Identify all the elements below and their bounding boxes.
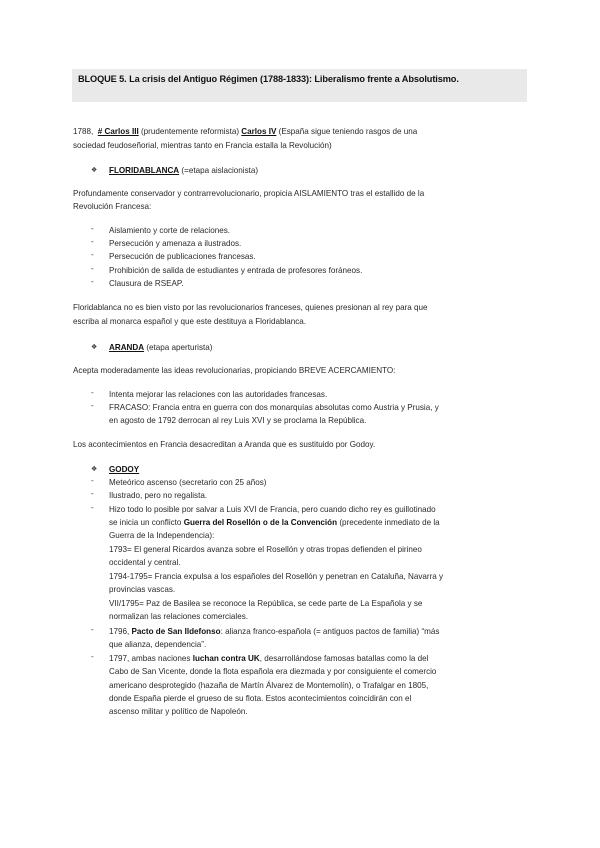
list-item — [109, 652, 428, 665]
list-item: Intenta mejorar las relaciones con las autoridades francesas. — [109, 390, 328, 399]
dash-bullet: - — [91, 237, 94, 246]
page-title: BLOQUE 5. La crisis del Antiguo Régimen (1788-1833): Liberalismo frente a Absolutismo. — [78, 74, 459, 84]
intro-year: 1788, — [73, 127, 94, 136]
godoy-heading: GODOY — [109, 465, 140, 474]
pacto-san-ildefonso: Pacto de San Ildefonso — [131, 627, 221, 636]
carlos-iv-link: Carlos IV — [241, 127, 277, 136]
list-item-continued: 1793= El general Ricardos avanza sobre el Rosellón y otras tropas defienden el pirineo — [109, 545, 422, 554]
dash-bullet: - — [91, 250, 94, 259]
list-item — [109, 625, 439, 638]
list-item: Aislamiento y corte de relaciones. — [109, 226, 231, 235]
list-item: Ilustrado, pero no regalista. — [109, 491, 208, 500]
list-item-continued: 1794-1795= Francia expulsa a los españoles del Rosellón y penetran en Cataluña, Navarra y — [109, 572, 444, 581]
carlos-iii-note: (prudentemente reformista) — [140, 127, 240, 136]
list-item: Persecución de publicaciones francesas. — [109, 252, 256, 261]
dash-bullet: - — [91, 503, 94, 512]
intro-line-2: sociedad feudoseñorial, mientras tanto en Francia estalla la Revolución) — [73, 141, 332, 150]
list-item-continued: normalizan las relaciones comerciales. — [109, 612, 249, 621]
dash-bullet: - — [91, 652, 94, 661]
floridablanca-heading-line — [109, 164, 258, 177]
list-item-continued: occidental y central. — [109, 558, 181, 567]
guerra-rosellon: Guerra del Rosellón o de la Convención — [183, 518, 338, 527]
list-item-continued: VII/1795= Paz de Basilea se reconoce la República, se cede parte de La Española y se — [109, 599, 423, 608]
floridablanca-heading-note: (=etapa aislacionista) — [181, 166, 259, 175]
list-item: Hizo todo lo posible por salvar a Luis XVI de Francia, pero cuando dicho rey es guillotinado — [109, 505, 436, 514]
dash-bullet: - — [91, 476, 94, 485]
dash-bullet: - — [91, 388, 94, 397]
floridablanca-para2-line2: escriba al monarca español y que este destituya a Floridablanca. — [73, 317, 307, 326]
list-item-continued: que alianza, dependencia”. — [109, 640, 207, 649]
dash-bullet: - — [91, 264, 94, 273]
list-item-continued: americano desprotegido (hazaña de Martín Álvarez de Montemolín), o Trafalgar en 1805, — [109, 681, 429, 690]
luchan-contra-uk: luchan contra UK — [192, 654, 260, 663]
dash-bullet: - — [91, 489, 94, 498]
guerra-note: (precedente inmediato de la — [339, 518, 440, 527]
conflict-intro: se inicia un conflicto — [109, 518, 182, 527]
diamond-bullet-icon: ❖ — [91, 167, 98, 174]
list-item: Persecución y amenaza a ilustrados. — [109, 239, 242, 248]
dash-bullet: - — [91, 277, 94, 286]
floridablanca-para1-line1: Profundamente conservador y contrarrevolucionario, propicia AISLAMIENTO tras el estallido de la — [73, 189, 425, 198]
list-item: Prohibición de salida de estudiantes y entrada de profesores foráneos. — [109, 266, 363, 275]
list-item-continued: provincias vascas. — [109, 585, 176, 594]
title-box — [72, 69, 527, 102]
aranda-heading: ARANDA — [109, 343, 145, 352]
list-item-continued: Cabo de San Vicente, donde la flota española era diezmada y por consiguiente el comercio — [109, 667, 437, 676]
list-item-continued — [109, 516, 440, 529]
list-item: Clausura de RSEAP. — [109, 279, 184, 288]
godoy-heading-line — [109, 463, 139, 476]
dash-bullet: - — [91, 625, 94, 634]
aranda-para1: Acepta moderadamente las ideas revolucionarias, propiciando BREVE ACERCAMIENTO: — [73, 366, 396, 375]
dash-bullet: - — [91, 401, 94, 410]
pacto-note: : alianza franco-española (= antiguos pactos de familia) “más — [220, 627, 440, 636]
list-item: FRACASO: Francia entra en guerra con dos monarquías absolutas como Austria y Prusia, y — [109, 403, 439, 412]
list-item-continued: donde España pierde el grueso de su flota. Estos acontecimientos coincidirán con el — [109, 694, 412, 703]
intro-line-1 — [73, 125, 417, 138]
list-item-continued: en agosto de 1792 derrocan al rey Luis XVI y se proclama la República. — [109, 416, 367, 425]
aranda-heading-line — [109, 341, 212, 354]
carlos-iii-link: # Carlos III — [97, 127, 139, 136]
list-item-continued: Guerra de la Independencia): — [109, 531, 215, 540]
floridablanca-heading: FLORIDABLANCA — [109, 166, 180, 175]
floridablanca-para2-line1: Floridablanca no es bien visto por las revolucionarios franceses, quienes presionan al rey para que — [73, 303, 428, 312]
list-item-continued: ascenso militar y político de Napoleón. — [109, 707, 248, 716]
carlos-iv-note: (España sigue teniendo rasgos de una — [278, 127, 418, 136]
uk-war-intro: 1797, ambas naciones — [109, 654, 191, 663]
diamond-bullet-icon: ❖ — [91, 466, 98, 473]
pacto-year: 1796, — [109, 627, 130, 636]
dash-bullet: - — [91, 224, 94, 233]
uk-war-note: , desarrollándose famosas batallas como la del — [259, 654, 429, 663]
list-item: Meteórico ascenso (secretario con 25 años) — [109, 478, 267, 487]
diamond-bullet-icon: ❖ — [91, 344, 98, 351]
aranda-heading-note: (etapa aperturista) — [146, 343, 213, 352]
floridablanca-para1-line2: Revolución Francesa: — [73, 202, 152, 211]
aranda-para2: Los acontecimientos en Francia desacreditan a Aranda que es sustituido por Godoy. — [73, 440, 376, 449]
